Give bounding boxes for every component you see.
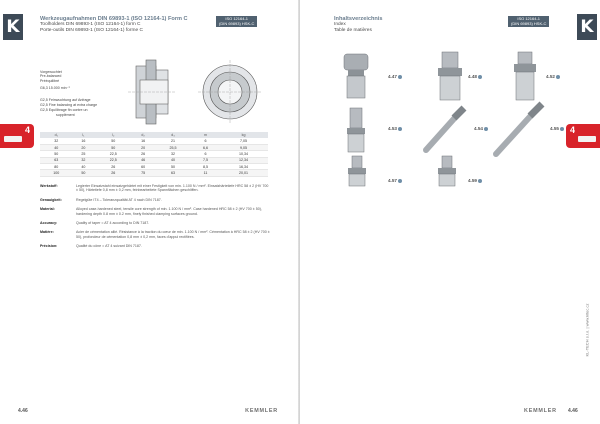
bullet-icon xyxy=(478,75,482,79)
catalog-item-extension-shank[interactable] xyxy=(418,104,470,156)
catalog-item-collet-chuck[interactable] xyxy=(338,52,378,102)
right-page xyxy=(300,0,600,424)
drill-chuck-icon xyxy=(340,106,378,156)
shell-mill-holder-icon xyxy=(432,50,468,104)
collet-chuck-icon xyxy=(338,52,378,102)
title-fr: Table de matières xyxy=(334,28,372,33)
table-row: 32 16 50 16 21 6 7,05 xyxy=(40,138,268,144)
shrink-holder-icon xyxy=(340,154,378,188)
toolholder-icon xyxy=(578,136,596,142)
bullet-icon xyxy=(556,75,560,79)
title-en: Toolholders DIN 69893-1 (ISO 12164-1) form C xyxy=(40,22,141,27)
hydraulic-holder-icon xyxy=(430,154,466,188)
item-label[interactable]: 4.57 xyxy=(388,178,402,183)
spec-row: Werkstoff: Legierter Einsatzstahl einsatzgehärtet mit einer Festigkeit von min. 1.100 N / mm². Einsatzhärtetiefe HRC 58 ± 2 (HV 700 ± 50), Härtetiefe 0,8 mm ± 0,2 mm, feinbearbeitete Spannflächen geschliffen. xyxy=(40,184,269,193)
title-de: Inhaltsverzeichnis xyxy=(334,16,383,22)
bullet-icon xyxy=(398,75,402,79)
bullet-icon xyxy=(478,179,482,183)
title-en: Index xyxy=(334,22,346,27)
spec-row: Précision: Qualité du cône = AT 4 suivant DIN 7187. xyxy=(40,244,142,249)
bullet-icon xyxy=(484,127,488,131)
balancing-labels: Vorgewuchtet Pre-balanced Prééquilibré G6,3 15.000 min⁻¹ xyxy=(40,70,70,91)
bullet-icon xyxy=(398,127,402,131)
material-specs xyxy=(40,184,270,254)
long-extension-shank-icon xyxy=(490,100,546,158)
page-title-right xyxy=(334,16,484,34)
footer-brand-right: KEMMLER xyxy=(524,408,557,414)
balancing-notes: G2,5 Feinwuchtung auf Anfrage G2,5 Fine balancing at extra charge G2,5 Equilibrage fin contre un supplément xyxy=(40,98,98,117)
item-label[interactable]: 4.54 xyxy=(474,126,488,131)
table-header-row: d₁ l₁ l₂ d₂ d₃ m kg xyxy=(40,132,268,138)
dimension-table xyxy=(40,132,268,177)
table-row: 63 32 22,5 46 40 7,5 12,34 xyxy=(40,157,268,163)
catalog-item-long-extension-shank[interactable] xyxy=(490,100,546,158)
vertical-url-text: KL-TECH s.r.o. | www.kltec.cz xyxy=(584,303,590,357)
chapter-tab-right xyxy=(566,124,600,148)
page-title-left xyxy=(40,16,220,34)
brand-tab-left: K xyxy=(3,14,23,40)
chapter-tab-left xyxy=(0,124,34,148)
table-row: 80 40 26 60 50 8,5 16,34 xyxy=(40,164,268,170)
spec-row: Material: Alloyed case-hardened steel, tensile core strength of min. 1.100 N / mm². Case hardened HRC 58 ± 2 (HV 700 ± 50), hardening depth 0.8 mm ± 0.2 mm, finely finished clamping surfaces ground. xyxy=(40,207,262,216)
table-row: 100 50 26 75 63 11 20,01 xyxy=(40,170,268,176)
bullet-icon xyxy=(398,179,402,183)
short-chuck-icon xyxy=(506,50,546,104)
technical-drawing xyxy=(100,56,276,128)
spec-row: Matière: Acier de cémentation allié. Résistance à la traction du cœur de min. 1.100 N / mm². Cémentation à HRC 58 ± 2 (HV 700 ± 50), profondeur de cémentation 0,8 mm ± 0,2 mm, faces d'appui rectifiées. xyxy=(40,230,270,239)
item-label[interactable]: 4.53 xyxy=(388,126,402,131)
catalog-item-shell-mill-holder[interactable] xyxy=(432,50,468,104)
standard-badge-left: ISO 12164-1 (DIN 69893) HSK-C xyxy=(216,16,257,27)
catalog-item-drill-chuck[interactable] xyxy=(340,106,378,156)
item-label[interactable]: 4.59 xyxy=(468,178,482,183)
item-label[interactable]: 4.48 xyxy=(468,74,482,79)
page-number-left: 4.46 xyxy=(18,408,28,414)
chapter-number: 4 xyxy=(570,125,576,135)
item-label[interactable]: 4.52 xyxy=(546,74,560,79)
item-label[interactable]: 4.47 xyxy=(388,74,402,79)
footer-brand-left: KEMMLER xyxy=(245,408,278,414)
catalog-item-hydraulic-holder[interactable] xyxy=(430,154,466,188)
standard-badge-right: ISO 12164-1 (DIN 69893) HSK-C xyxy=(508,16,549,27)
chapter-number: 4 xyxy=(24,125,30,135)
catalog-item-short-chuck[interactable] xyxy=(506,50,546,104)
title-fr: Porte-outils DIN 69893-1 (ISO 12164-1) forme C xyxy=(40,28,143,33)
title-de: Werkzeugaufnahmen DIN 69893-1 (ISO 12164-1) Form C xyxy=(40,16,188,22)
spec-row: Genauigkeit: Regelgüte IT4 – Toleranzqualität AT 4 nach DIN 7187. xyxy=(40,197,162,202)
catalog-item-shrink-holder[interactable] xyxy=(340,154,378,188)
brand-tab-right: K xyxy=(577,14,597,40)
toolholder-icon xyxy=(4,136,22,142)
table-row: 40 20 50 20 25,5 6,6 9,05 xyxy=(40,144,268,150)
extension-shank-icon xyxy=(418,104,470,156)
item-label[interactable]: 4.55 xyxy=(550,126,564,131)
bullet-icon xyxy=(560,127,564,131)
page-number-right: 4.46 xyxy=(568,408,578,414)
spec-row: Accuracy: Quality of taper = AT 4 according to DIN 7187. xyxy=(40,221,150,226)
table-row: 50 25 22,5 26 32 6 10,34 xyxy=(40,151,268,157)
